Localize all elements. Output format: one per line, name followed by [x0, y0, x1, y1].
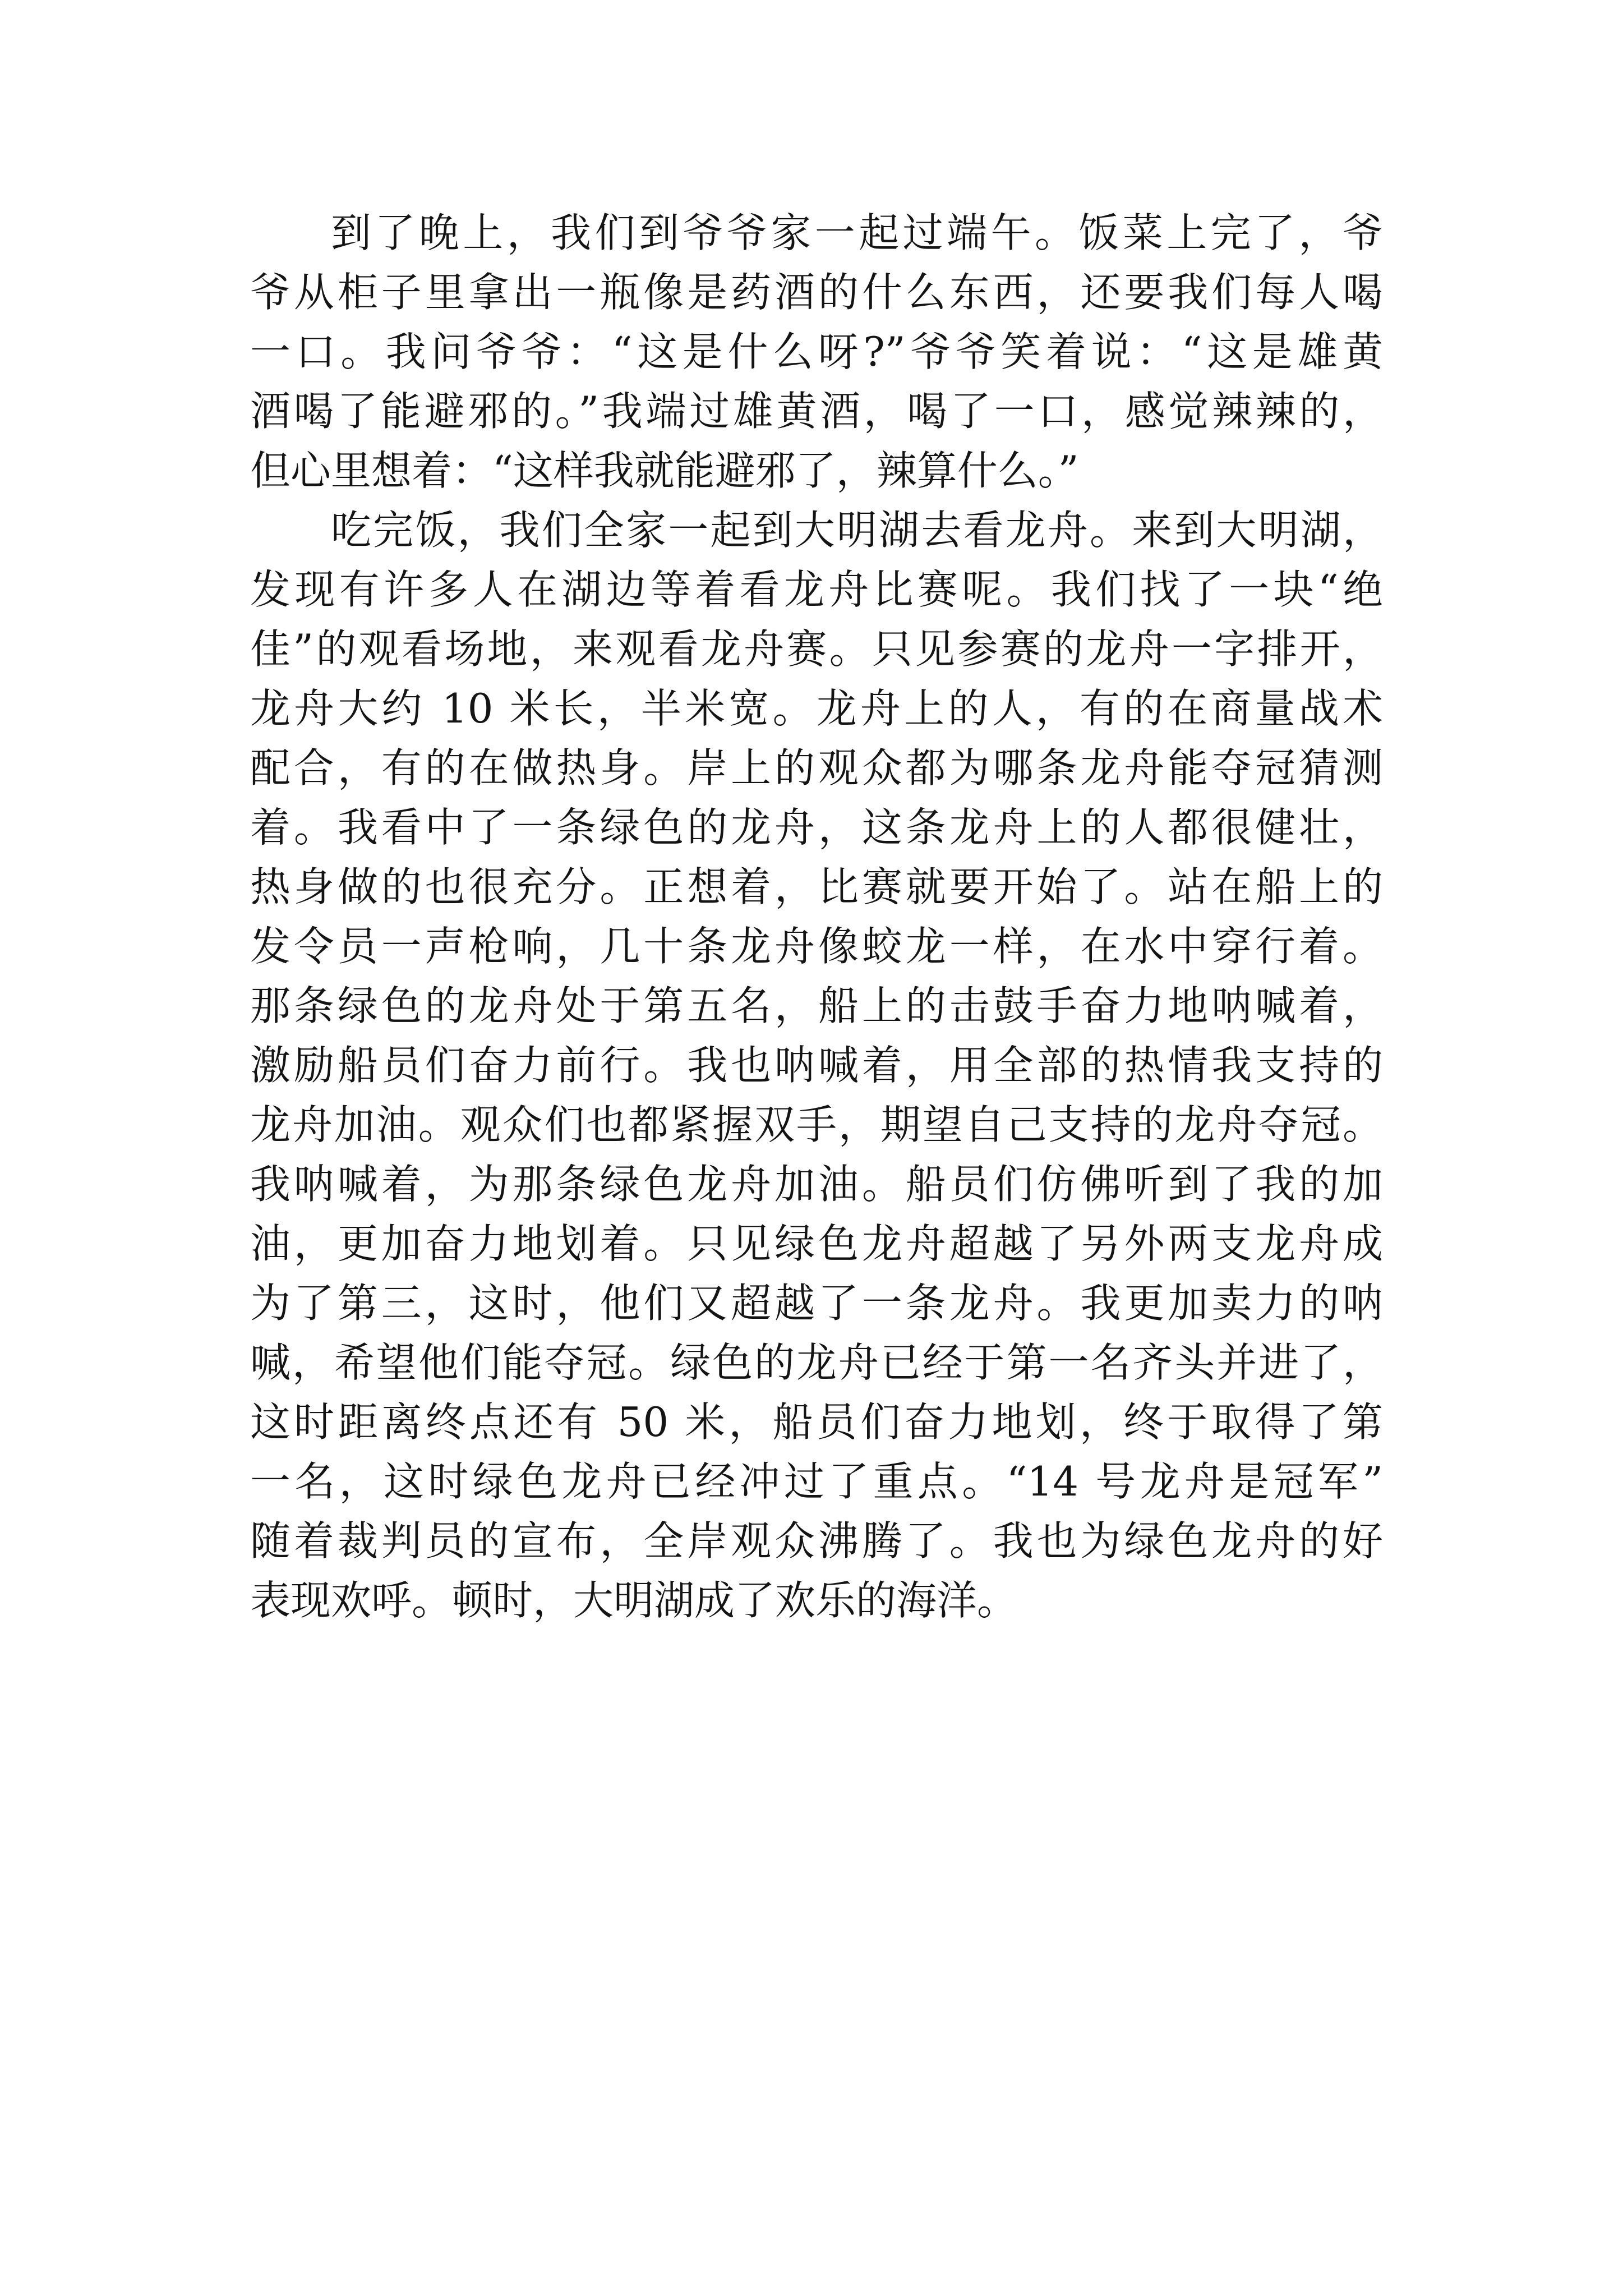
paragraph-line: 配合，有的在做热身。岸上的观众都为哪条龙舟能夺冠猜测 — [250, 744, 1383, 792]
paragraph-line: 龙舟大约 10 米长，半米宽。龙舟上的人，有的在商量战术 — [250, 685, 1383, 732]
paragraph-line: 表现欢呼。顿时，大明湖成了欢乐的海洋。 — [250, 1577, 1018, 1624]
paragraph-line: 一口。我问爷爷：“这是什么呀?”爷爷笑着说：“这是雄黄 — [250, 328, 1383, 375]
paragraph-line: 龙舟加油。观众们也都紧握双手，期望自己支持的龙舟夺冠。 — [250, 1101, 1383, 1148]
paragraph-line: 这时距离终点还有 50 米，船员们奋力地划，终于取得了第 — [250, 1398, 1383, 1446]
paragraph-line: 发令员一声枪响，几十条龙舟像蛟龙一样，在水中穿行着。 — [250, 923, 1383, 970]
paragraph-line: 热身做的也很充分。正想着，比赛就要开始了。站在船上的 — [250, 863, 1383, 910]
paragraph-line: 我呐喊着，为那条绿色龙舟加油。船员们仿佛听到了我的加 — [250, 1161, 1383, 1208]
paragraph-line: 爷从柜子里拿出一瓶像是药酒的什么东西，还要我们每人喝 — [250, 269, 1383, 316]
paragraph-line: 发现有许多人在湖边等着看龙舟比赛呢。我们找了一块“绝 — [250, 566, 1383, 613]
paragraph-line: 但心里想着：“这样我就能避邪了，辣算什么。” — [250, 447, 1079, 494]
paragraph-line: 酒喝了能避邪的。”我端过雄黄酒，喝了一口，感觉辣辣的， — [250, 388, 1383, 435]
paragraph-line: 吃完饭，我们全家一起到大明湖去看龙舟。来到大明湖， — [331, 507, 1383, 554]
paragraph-line: 为了第三，这时，他们又超越了一条龙舟。我更加卖力的呐 — [250, 1280, 1383, 1327]
paragraph-line: 油，更加奋力地划着。只见绿色龙舟超越了另外两支龙舟成 — [250, 1220, 1383, 1267]
paragraph-line: 随着裁判员的宣布，全岸观众沸腾了。我也为绿色龙舟的好 — [250, 1517, 1383, 1565]
paragraph-line: 激励船员们奋力前行。我也呐喊着，用全部的热情我支持的 — [250, 1042, 1383, 1089]
paragraph-line: 一名，这时绿色龙舟已经冲过了重点。“14 号龙舟是冠军” — [250, 1458, 1383, 1505]
essay-body — [250, 203, 1383, 1630]
paragraph-line: 喊，希望他们能夺冠。绿色的龙舟已经于第一名齐头并进了， — [250, 1339, 1383, 1386]
paragraph-2 — [250, 500, 1383, 1630]
paragraph-line: 到了晚上，我们到爷爷家一起过端午。饭菜上完了，爷 — [331, 209, 1383, 256]
paragraph-line: 着。我看中了一条绿色的龙舟，这条龙舟上的人都很健壮， — [250, 804, 1383, 851]
paragraph-line: 那条绿色的龙舟处于第五名，船上的击鼓手奋力地呐喊着， — [250, 982, 1383, 1029]
paragraph-1 — [250, 203, 1383, 500]
paragraph-line: 佳”的观看场地，来观看龙舟赛。只见参赛的龙舟一字排开， — [250, 625, 1383, 673]
